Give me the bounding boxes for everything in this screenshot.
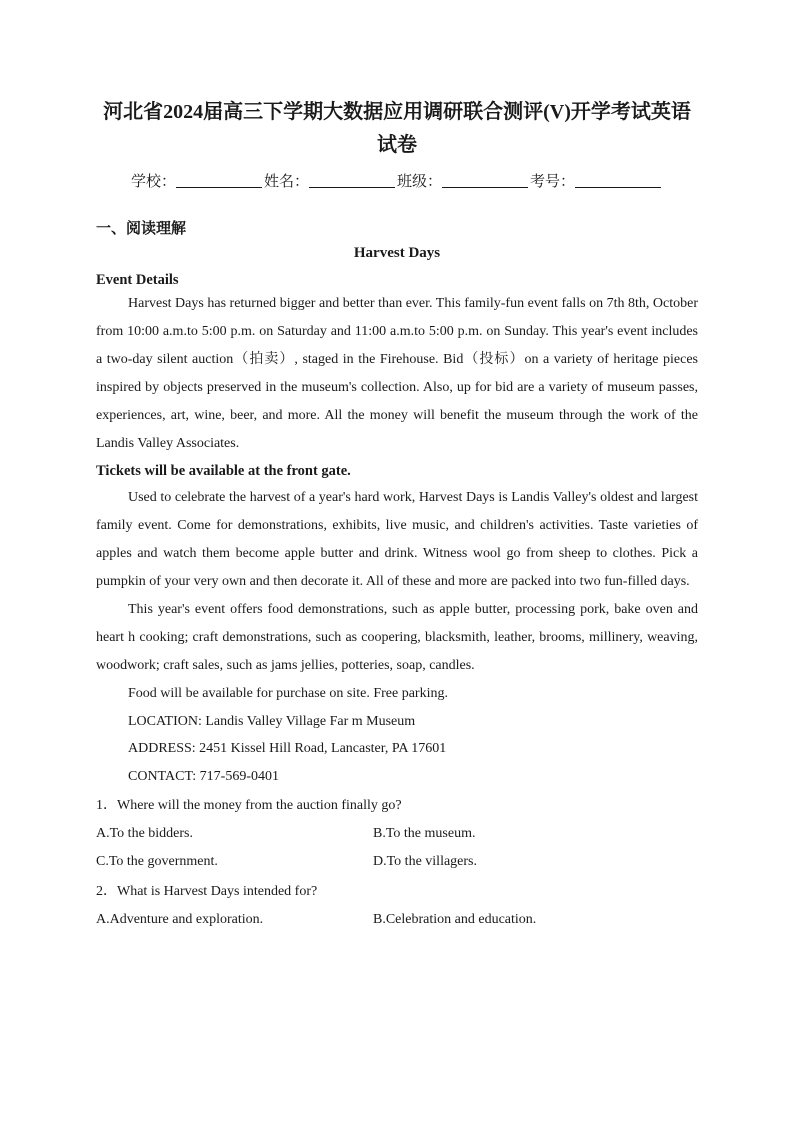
class-blank[interactable] [442,172,528,188]
address-line: ADDRESS: 2451 Kissel Hill Road, Lancaster, PA 17601 [128,741,447,756]
school-label: 学校： [130,174,176,190]
number-blank[interactable] [575,172,661,188]
paragraph-1: Harvest Days has returned bigger and better than ever. This family-fun event falls on 7th 8th, October from 10:00 a.m.to 5:00 p.m. on Saturday and 11:00 a.m.to 5:00 p.m. on Sunday. This year's event includes a two-day silent auction（拍卖）, staged in the Firehouse. Bid（投标）on a variety of heritage pieces inspired by objects preserved in the museum's collection. Also, up for bid are a variety of museum passes, experiences, art, wine, beer, and more. All the money will benefit the museum through the work of the Landis Valley Associates. [96,296,698,451]
exam-title [96,96,698,162]
paragraph-2: Used to celebrate the harvest of a year's hard work, Harvest Days is Landis Valley's oldest and largest family event. Come for demonstrations, exhibits, live music, and children's activities. Taste varieties of apples and watch them become apple butter and drink. Witness wool go from sheep to clothes. Pick a pumpkin of your very own and then decorate it. All of these and more are packed into two fun-filled days. [96,490,698,589]
question-1-options-row-2 [96,848,698,876]
question-2-option-a[interactable]: A.Adventure and exploration. [96,912,264,927]
paragraph-3: This year's event offers food demonstrations, such as apple butter, processing pork, bake oven and heart h cooking; craft demonstrations, such as coopering, blacksmith, leather, brooms, millinery, weaving, woodwork; craft sales, such as jams jellies, potteries, soap, candles. [96,602,698,673]
section-title: 一、阅读理解 [96,221,187,237]
name-blank[interactable] [309,172,395,188]
contact-line: CONTACT: 717-569-0401 [128,768,280,784]
number-label: 考号： [530,174,576,190]
class-label: 班级： [397,174,443,190]
name-label: 姓名： [263,174,309,190]
exam-title-line2: 试卷 [377,134,417,156]
question-2-option-b[interactable]: B.Celebration and education. [373,912,537,927]
question-1-option-c[interactable]: C.To the government. [96,854,218,869]
question-1-options-row-1 [96,820,698,848]
question-1-option-b[interactable]: B.To the museum. [373,826,476,841]
exam-page [96,96,698,934]
question-1-stem: 1．Where will the money from the auction finally go? [96,798,402,813]
article-title: Harvest Days [353,245,441,261]
student-info-row [96,170,698,194]
question-2-stem: 2．What is Harvest Days intended for? [96,884,318,899]
question-1-option-a[interactable]: A.To the bidders. [96,826,194,841]
question-1-option-d[interactable]: D.To the villagers. [373,854,477,869]
school-blank[interactable] [176,172,262,188]
food-line: Food will be available for purchase on site. Free parking. [128,686,448,701]
location-line: LOCATION: Landis Valley Village Far m Museum [128,713,416,729]
tickets-heading: Tickets will be available at the front gate. [96,463,351,479]
exam-title-line1: 河北省2024届高三下学期大数据应用调研联合测评(V)开学考试英语 [103,101,691,123]
event-details-heading: Event Details [96,272,179,288]
question-2-options-row-1 [96,906,698,934]
